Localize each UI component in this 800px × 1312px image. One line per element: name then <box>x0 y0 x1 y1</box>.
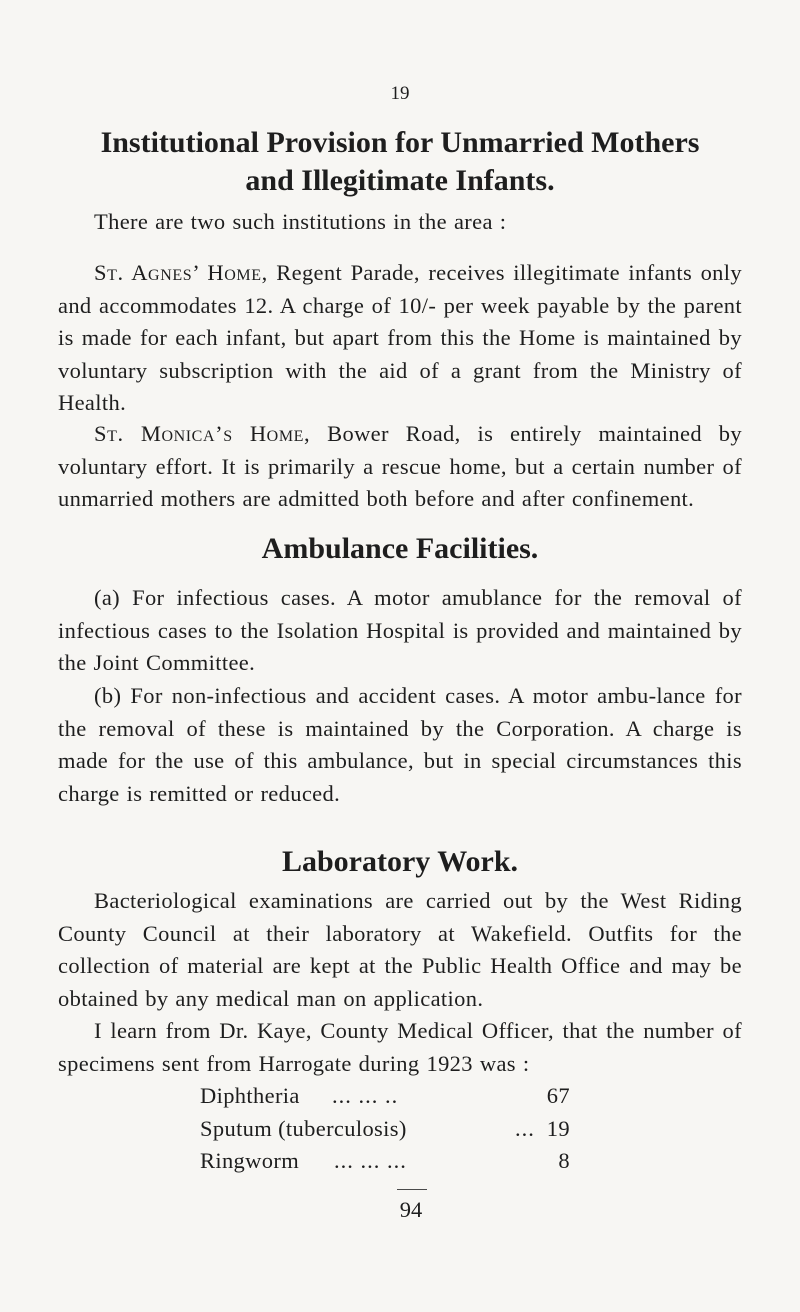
section-title-institutional-line2: and Illegitimate Infants. <box>245 164 555 197</box>
section-title-institutional-line1: Institutional Provision for Unmarried Mothers <box>100 126 700 159</box>
specimen-count: 67 <box>546 1083 570 1108</box>
total-rule <box>397 1189 427 1190</box>
intro-text: There are two such institutions in the area : <box>94 209 507 234</box>
st-agnes-paragraph <box>58 257 742 420</box>
specimens-total: 94 <box>399 1197 423 1222</box>
specimen-count: 8 <box>558 1148 570 1173</box>
ambulance-non-infectious-text: (b) For non-infectious and accident cases. A motor ambu-lance for the removal of these is maintained by the Corporation. A charge is made for the use of this ambulance, but in special circumstances this charge is remitted or reduced. <box>58 683 742 806</box>
page-number: 19 <box>390 83 410 104</box>
specimen-count: 19 <box>546 1115 570 1141</box>
specimen-label: Ringworm <box>200 1148 300 1173</box>
laboratory-paragraph <box>58 885 742 1015</box>
st-monica-text: Bower Road, is entirely maintained by voluntary effort. It is primarily a rescue home, but a certain number of unmarried mothers are admitted both before and after confinement. <box>58 421 742 511</box>
st-agnes-home-name: St. Agnes’ Home, <box>94 260 268 285</box>
specimens-intro-text: I learn from Dr. Kaye, County Medical Officer, that the number of specimens sent from Harrogate during 1923 was : <box>58 1018 742 1076</box>
st-agnes-text: Regent Parade, receives illegitimate infants only and accommodates 12. A charge of 10/- per week payable by the parent is made for each infant, but apart from this the Home is maintained by voluntary subscription with the aid of a grant from the Ministry of Health. <box>58 260 742 415</box>
table-row <box>200 1080 580 1113</box>
section-title-laboratory: Laboratory Work. <box>281 845 519 878</box>
ambulance-non-infectious-paragraph <box>58 680 742 810</box>
st-monica-home-name: St. Monica’s Home, <box>94 421 311 446</box>
specimen-label: Diphtheria <box>200 1083 300 1108</box>
laboratory-text: Bacteriological examinations are carried out by the West Riding County Council at their laboratory at Wakefield. Outfits for the collection of material are kept at the Public Health Office and may be obtained by any medical man on application. <box>58 888 742 1011</box>
specimens-intro-paragraph <box>58 1015 742 1080</box>
section-title-ambulance: Ambulance Facilities. <box>261 532 539 565</box>
table-row <box>200 1145 580 1178</box>
leader-dots: ... <box>515 1115 535 1141</box>
intro-paragraph <box>58 206 742 239</box>
specimens-table <box>200 1080 580 1178</box>
table-row <box>200 1113 580 1146</box>
ambulance-infectious-text: (a) For infectious cases. A motor amublance for the removal of infectious cases to the Isolation Hospital is provided and maintained by the Joint Committee. <box>58 585 742 675</box>
leader-dots: ... ... .. <box>332 1083 399 1108</box>
st-monica-paragraph <box>58 418 742 516</box>
leader-dots: ... ... ... <box>334 1148 407 1173</box>
specimen-label: Sputum (tuberculosis) <box>200 1115 407 1141</box>
ambulance-infectious-paragraph <box>58 582 742 680</box>
